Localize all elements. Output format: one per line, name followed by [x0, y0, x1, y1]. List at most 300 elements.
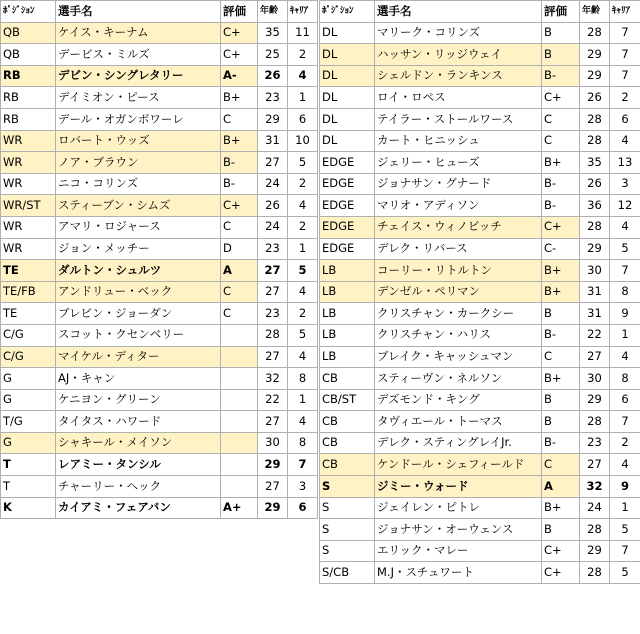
position-cell: S	[320, 540, 375, 562]
grade-cell: B-	[542, 432, 580, 454]
player-name-cell: デービス・ミルズ	[56, 44, 221, 66]
player-name-cell: シャキール・メイソン	[56, 432, 221, 454]
player-name-cell: スコット・クセンベリー	[56, 324, 221, 346]
player-name-cell: AJ・キャン	[56, 368, 221, 390]
career-cell: 3	[288, 476, 318, 498]
career-cell: 8	[610, 368, 640, 390]
player-name-cell: タイタス・ハワード	[56, 411, 221, 433]
grade-cell	[221, 368, 258, 390]
position-cell: C/G	[1, 346, 56, 368]
player-row	[1, 108, 318, 130]
career-cell: 10	[288, 130, 318, 152]
player-row	[320, 368, 640, 390]
age-cell: 30	[258, 432, 288, 454]
age-cell: 35	[580, 152, 610, 174]
career-cell: 2	[610, 87, 640, 109]
player-row	[1, 22, 318, 44]
age-cell: 29	[258, 497, 288, 519]
age-cell: 27	[258, 411, 288, 433]
player-name-cell: ケニヨン・グリーン	[56, 389, 221, 411]
player-name-cell: デビン・シングレタリー	[56, 65, 221, 87]
player-row	[1, 87, 318, 109]
position-header: ﾎﾟｼﾞｼｮﾝ	[1, 1, 56, 23]
header-row	[320, 1, 640, 23]
position-cell: T/G	[1, 411, 56, 433]
career-cell: 4	[288, 195, 318, 217]
player-name-cell: ジェイレン・ピトレ	[375, 497, 542, 519]
player-name-cell: レアミー・タンシル	[56, 454, 221, 476]
age-cell: 27	[258, 260, 288, 282]
position-cell: S	[320, 476, 375, 498]
career-cell: 2	[288, 44, 318, 66]
player-row	[320, 346, 640, 368]
player-row	[1, 346, 318, 368]
grade-cell	[221, 432, 258, 454]
age-cell: 28	[580, 216, 610, 238]
age-cell: 29	[580, 65, 610, 87]
career-cell: 7	[610, 260, 640, 282]
career-cell: 2	[288, 303, 318, 325]
position-cell: TE	[1, 260, 56, 282]
player-name-cell: スティーヴン・ネルソン	[375, 368, 542, 390]
position-header: ﾎﾟｼﾞｼｮﾝ	[320, 1, 375, 23]
player-name-cell: ハッサン・リッジウェイ	[375, 44, 542, 66]
player-name-cell: ジェリー・ヒューズ	[375, 152, 542, 174]
grade-cell: C	[221, 303, 258, 325]
player-row	[1, 44, 318, 66]
player-row	[320, 540, 640, 562]
grade-cell	[221, 476, 258, 498]
age-cell: 23	[258, 303, 288, 325]
player-name-cell: マイケル・ディター	[56, 346, 221, 368]
header-row	[1, 1, 318, 23]
player-row	[320, 324, 640, 346]
grade-cell: C+	[542, 87, 580, 109]
grade-cell: C+	[542, 540, 580, 562]
player-row	[320, 152, 640, 174]
player-name-cell: デイミオン・ピース	[56, 87, 221, 109]
career-cell: 1	[288, 389, 318, 411]
age-cell: 22	[258, 389, 288, 411]
grade-cell: B-	[542, 173, 580, 195]
position-cell: LB	[320, 260, 375, 282]
player-name-cell: タヴィエール・トーマス	[375, 411, 542, 433]
player-name-cell: ジョナサン・グナード	[375, 173, 542, 195]
grade-cell: C	[221, 216, 258, 238]
player-row	[1, 324, 318, 346]
grade-cell: B-	[221, 173, 258, 195]
player-name-cell: アンドリュー・ベック	[56, 281, 221, 303]
grade-cell: B	[542, 303, 580, 325]
career-cell: 5	[610, 519, 640, 541]
age-cell: 23	[580, 432, 610, 454]
career-cell: 4	[288, 411, 318, 433]
age-cell: 29	[258, 454, 288, 476]
career-header: ｷｬﾘｱ	[288, 1, 318, 23]
position-cell: DL	[320, 108, 375, 130]
grade-cell	[221, 411, 258, 433]
grade-cell: D	[221, 238, 258, 260]
player-row	[1, 432, 318, 454]
career-cell: 4	[610, 454, 640, 476]
career-header: ｷｬﾘｱ	[610, 1, 640, 23]
player-name-cell: カイアミ・フェアバン	[56, 497, 221, 519]
position-cell: WR	[1, 173, 56, 195]
player-row	[1, 216, 318, 238]
career-cell: 7	[610, 22, 640, 44]
player-row	[320, 519, 640, 541]
career-cell: 8	[288, 432, 318, 454]
grade-cell: C	[221, 281, 258, 303]
career-cell: 2	[288, 173, 318, 195]
career-cell: 7	[610, 411, 640, 433]
player-row	[320, 260, 640, 282]
player-name-cell: カート・ヒニッシュ	[375, 130, 542, 152]
age-cell: 29	[580, 540, 610, 562]
player-name-cell: クリスチャン・カークシー	[375, 303, 542, 325]
career-cell: 9	[610, 303, 640, 325]
grade-cell: B-	[542, 65, 580, 87]
player-row	[320, 130, 640, 152]
player-row	[1, 281, 318, 303]
age-cell: 23	[258, 87, 288, 109]
roster-table-defense	[319, 0, 640, 584]
age-cell: 28	[258, 324, 288, 346]
player-row	[1, 411, 318, 433]
grade-cell: B	[542, 22, 580, 44]
age-cell: 36	[580, 195, 610, 217]
career-cell: 8	[610, 281, 640, 303]
career-cell: 4	[288, 281, 318, 303]
player-row	[320, 216, 640, 238]
grade-cell: A+	[221, 497, 258, 519]
age-cell: 24	[258, 216, 288, 238]
player-name-cell: ニコ・コリンズ	[56, 173, 221, 195]
age-cell: 24	[580, 497, 610, 519]
position-cell: T	[1, 476, 56, 498]
age-cell: 28	[580, 411, 610, 433]
age-cell: 27	[580, 454, 610, 476]
grade-cell: B+	[542, 281, 580, 303]
grade-cell	[221, 346, 258, 368]
player-name-cell: チェイス・ウィノビッチ	[375, 216, 542, 238]
age-cell: 29	[258, 108, 288, 130]
player-row	[1, 303, 318, 325]
grade-cell: C+	[221, 22, 258, 44]
player-row	[320, 411, 640, 433]
grade-header: 評価	[542, 1, 580, 23]
position-cell: LB	[320, 346, 375, 368]
age-cell: 28	[580, 22, 610, 44]
grade-cell: A	[221, 260, 258, 282]
position-cell: S	[320, 497, 375, 519]
player-row	[1, 368, 318, 390]
grade-cell: B	[542, 411, 580, 433]
position-cell: DL	[320, 130, 375, 152]
grade-cell: B	[542, 389, 580, 411]
career-cell: 1	[288, 238, 318, 260]
player-name-cell: ケンドール・シェフィールド	[375, 454, 542, 476]
grade-cell: B+	[542, 368, 580, 390]
career-cell: 4	[610, 216, 640, 238]
age-cell: 29	[580, 389, 610, 411]
player-name-cell: シェルドン・ランキンス	[375, 65, 542, 87]
player-name-cell: アマリ・ロジャース	[56, 216, 221, 238]
position-cell: T	[1, 454, 56, 476]
age-cell: 25	[258, 44, 288, 66]
career-cell: 13	[610, 152, 640, 174]
position-cell: WR	[1, 130, 56, 152]
player-name-cell: ノア・ブラウン	[56, 152, 221, 174]
position-cell: QB	[1, 44, 56, 66]
age-cell: 27	[258, 152, 288, 174]
grade-cell: B-	[542, 195, 580, 217]
career-cell: 6	[610, 389, 640, 411]
position-cell: CB	[320, 432, 375, 454]
position-cell: C/G	[1, 324, 56, 346]
grade-cell: B+	[542, 497, 580, 519]
grade-cell: B	[542, 44, 580, 66]
age-cell: 31	[580, 303, 610, 325]
grade-cell: A-	[221, 65, 258, 87]
player-row	[1, 173, 318, 195]
career-cell: 7	[610, 540, 640, 562]
age-cell: 22	[580, 324, 610, 346]
player-row	[1, 497, 318, 519]
grade-cell	[221, 324, 258, 346]
player-row	[1, 130, 318, 152]
grade-cell: B-	[221, 152, 258, 174]
player-row	[320, 173, 640, 195]
player-name-cell: ロイ・ロペス	[375, 87, 542, 109]
position-cell: G	[1, 389, 56, 411]
age-cell: 23	[258, 238, 288, 260]
grade-cell	[221, 454, 258, 476]
grade-cell: B	[542, 519, 580, 541]
position-cell: EDGE	[320, 238, 375, 260]
position-cell: K	[1, 497, 56, 519]
position-cell: QB	[1, 22, 56, 44]
position-cell: DL	[320, 87, 375, 109]
player-name-cell: デレク・リバース	[375, 238, 542, 260]
position-cell: S	[320, 519, 375, 541]
player-row	[1, 238, 318, 260]
player-name-cell: エリック・マレー	[375, 540, 542, 562]
player-name-cell: スティーブン・シムズ	[56, 195, 221, 217]
career-cell: 5	[288, 260, 318, 282]
player-name-cell: マリオ・アディソン	[375, 195, 542, 217]
player-row	[320, 281, 640, 303]
career-cell: 3	[610, 173, 640, 195]
age-cell: 30	[580, 260, 610, 282]
career-cell: 11	[288, 22, 318, 44]
player-name-cell: ダルトン・シュルツ	[56, 260, 221, 282]
age-cell: 27	[580, 346, 610, 368]
age-cell: 26	[580, 173, 610, 195]
grade-cell	[221, 389, 258, 411]
player-name-cell: デレク・スティングレイJr.	[375, 432, 542, 454]
grade-cell: C	[221, 108, 258, 130]
grade-cell: B+	[221, 130, 258, 152]
career-cell: 7	[610, 65, 640, 87]
career-cell: 5	[610, 238, 640, 260]
roster-table-offense	[0, 0, 318, 519]
career-cell: 2	[610, 432, 640, 454]
career-cell: 1	[610, 497, 640, 519]
grade-cell: C	[542, 108, 580, 130]
age-cell: 29	[580, 44, 610, 66]
player-row	[320, 562, 640, 584]
age-cell: 31	[580, 281, 610, 303]
player-row	[1, 389, 318, 411]
player-name-cell: クリスチャン・ハリス	[375, 324, 542, 346]
player-name-cell: ジョナサン・オーウェンス	[375, 519, 542, 541]
age-cell: 24	[258, 173, 288, 195]
age-cell: 26	[258, 65, 288, 87]
player-row	[1, 65, 318, 87]
career-cell: 7	[288, 454, 318, 476]
grade-cell: C+	[221, 195, 258, 217]
player-name-cell: ブレビン・ジョーダン	[56, 303, 221, 325]
position-cell: WR	[1, 152, 56, 174]
career-cell: 6	[610, 108, 640, 130]
position-cell: LB	[320, 281, 375, 303]
age-cell: 31	[258, 130, 288, 152]
career-cell: 1	[288, 87, 318, 109]
age-cell: 35	[258, 22, 288, 44]
career-cell: 4	[288, 65, 318, 87]
position-cell: WR	[1, 238, 56, 260]
grade-cell: B-	[542, 324, 580, 346]
age-cell: 27	[258, 346, 288, 368]
position-cell: EDGE	[320, 195, 375, 217]
career-cell: 5	[610, 562, 640, 584]
grade-cell: C+	[542, 562, 580, 584]
position-cell: TE/FB	[1, 281, 56, 303]
player-name-header: 選手名	[56, 1, 221, 23]
player-name-cell: ケイス・キーナム	[56, 22, 221, 44]
position-cell: CB/ST	[320, 389, 375, 411]
age-cell: 26	[258, 195, 288, 217]
career-cell: 9	[610, 476, 640, 498]
player-row	[320, 389, 640, 411]
grade-cell: C+	[221, 44, 258, 66]
position-cell: LB	[320, 324, 375, 346]
position-cell: RB	[1, 87, 56, 109]
age-cell: 28	[580, 130, 610, 152]
player-name-cell: チャーリー・ヘック	[56, 476, 221, 498]
player-name-cell: デンゼル・ペリマン	[375, 281, 542, 303]
career-cell: 5	[288, 324, 318, 346]
player-name-cell: ジョン・メッチー	[56, 238, 221, 260]
age-cell: 28	[580, 562, 610, 584]
player-row	[320, 432, 640, 454]
position-cell: WR	[1, 216, 56, 238]
player-row	[320, 108, 640, 130]
player-row	[320, 65, 640, 87]
position-cell: RB	[1, 108, 56, 130]
player-row	[320, 44, 640, 66]
age-cell: 26	[580, 87, 610, 109]
grade-header: 評価	[221, 1, 258, 23]
age-cell: 30	[580, 368, 610, 390]
career-cell: 2	[288, 216, 318, 238]
grade-cell: B+	[221, 87, 258, 109]
player-row	[320, 454, 640, 476]
age-header: 年齢	[580, 1, 610, 23]
player-row	[320, 476, 640, 498]
position-cell: DL	[320, 22, 375, 44]
age-cell: 32	[580, 476, 610, 498]
player-row	[1, 454, 318, 476]
career-cell: 6	[288, 497, 318, 519]
grade-cell: B+	[542, 260, 580, 282]
career-cell: 6	[288, 108, 318, 130]
position-cell: TE	[1, 303, 56, 325]
position-cell: DL	[320, 44, 375, 66]
grade-cell: C	[542, 454, 580, 476]
position-cell: EDGE	[320, 152, 375, 174]
career-cell: 8	[288, 368, 318, 390]
player-row	[320, 238, 640, 260]
age-cell: 28	[580, 108, 610, 130]
position-cell: RB	[1, 65, 56, 87]
position-cell: EDGE	[320, 216, 375, 238]
position-cell: G	[1, 432, 56, 454]
age-cell: 32	[258, 368, 288, 390]
player-row	[1, 476, 318, 498]
age-cell: 28	[580, 519, 610, 541]
player-row	[1, 195, 318, 217]
player-name-cell: デズモンド・キング	[375, 389, 542, 411]
player-name-cell: テイラー・ストールワース	[375, 108, 542, 130]
player-row	[320, 303, 640, 325]
grade-cell: A	[542, 476, 580, 498]
career-cell: 7	[610, 44, 640, 66]
grade-cell: C+	[542, 216, 580, 238]
career-cell: 4	[610, 130, 640, 152]
position-cell: G	[1, 368, 56, 390]
position-cell: DL	[320, 65, 375, 87]
position-cell: EDGE	[320, 173, 375, 195]
age-cell: 27	[258, 476, 288, 498]
player-name-cell: M.J・スチュワート	[375, 562, 542, 584]
player-name-cell: ブレイク・キャッシュマン	[375, 346, 542, 368]
position-cell: CB	[320, 368, 375, 390]
player-row	[320, 497, 640, 519]
player-row	[320, 22, 640, 44]
age-cell: 27	[258, 281, 288, 303]
position-cell: WR/ST	[1, 195, 56, 217]
career-cell: 4	[288, 346, 318, 368]
player-name-cell: ロバート・ウッズ	[56, 130, 221, 152]
player-row	[320, 87, 640, 109]
career-cell: 1	[610, 324, 640, 346]
career-cell: 5	[288, 152, 318, 174]
age-header: 年齢	[258, 1, 288, 23]
player-name-cell: コーリー・リトルトン	[375, 260, 542, 282]
position-cell: LB	[320, 303, 375, 325]
player-row	[1, 260, 318, 282]
player-row	[320, 195, 640, 217]
player-name-cell: マリーク・コリンズ	[375, 22, 542, 44]
player-name-header: 選手名	[375, 1, 542, 23]
career-cell: 4	[610, 346, 640, 368]
position-cell: CB	[320, 411, 375, 433]
grade-cell: C	[542, 346, 580, 368]
grade-cell: B+	[542, 152, 580, 174]
age-cell: 29	[580, 238, 610, 260]
